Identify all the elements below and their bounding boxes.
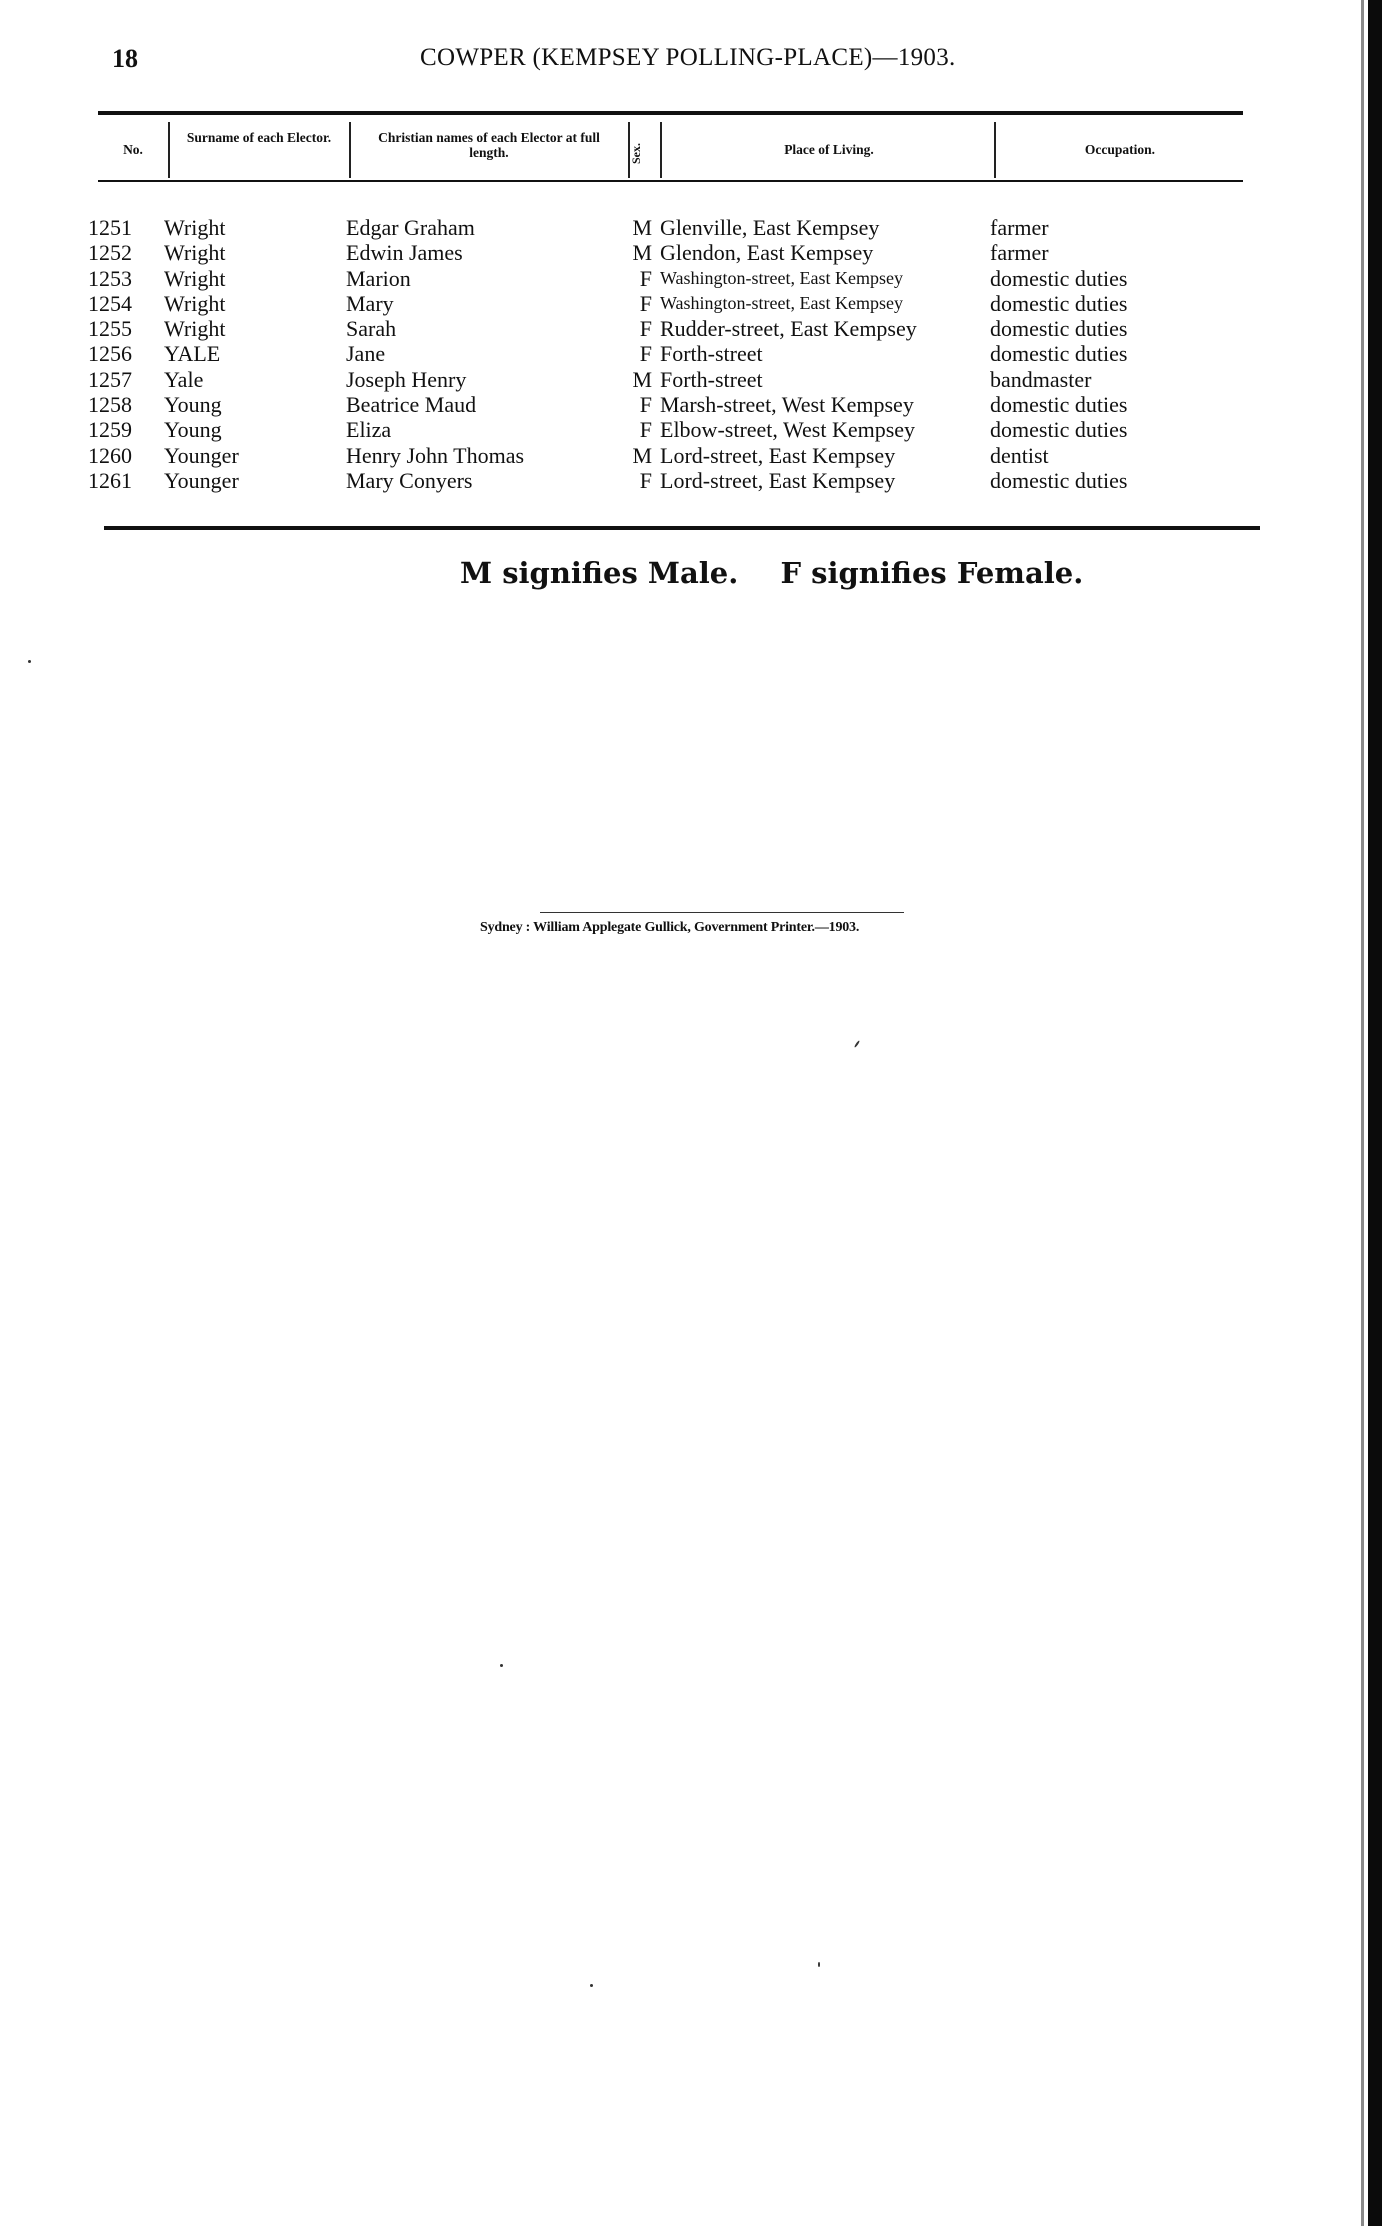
elector-sex: M xyxy=(632,366,652,392)
elector-christian-names: Jane xyxy=(346,341,386,367)
table-row xyxy=(0,316,1382,341)
scan-speck xyxy=(500,1664,503,1667)
elector-occupation: dentist xyxy=(990,442,1049,468)
legend-female: F signifies Female. xyxy=(780,556,1084,590)
elector-christian-names: Mary Conyers xyxy=(346,467,473,493)
elector-place: Lord-street, East Kempsey xyxy=(660,442,896,468)
col-header-no: No. xyxy=(123,142,143,157)
elector-place: Rudder-street, East Kempsey xyxy=(660,316,917,342)
elector-occupation: domestic duties xyxy=(990,417,1128,443)
table-row xyxy=(0,367,1382,392)
elector-number: 1261 xyxy=(88,467,132,493)
table-row xyxy=(0,417,1382,442)
elector-table xyxy=(0,215,1382,493)
elector-surname: YALE xyxy=(164,341,221,367)
table-row xyxy=(0,291,1382,316)
elector-surname: Wright xyxy=(164,215,226,240)
elector-place: Glenville, East Kempsey xyxy=(660,215,880,240)
elector-number: 1257 xyxy=(88,366,132,392)
column-divider xyxy=(660,122,662,178)
col-header-sex: Sex. xyxy=(629,143,643,164)
table-bottom-rule xyxy=(104,526,1260,530)
column-divider xyxy=(168,122,170,178)
scan-speck xyxy=(818,1962,820,1967)
page-title: COWPER (KEMPSEY POLLING-PLACE)—1903. xyxy=(420,44,956,71)
elector-number: 1259 xyxy=(88,417,132,443)
elector-occupation: domestic duties xyxy=(990,316,1128,342)
col-header-occupation: Occupation. xyxy=(1084,142,1156,157)
elector-surname: Younger xyxy=(164,467,239,493)
elector-place: Washington-street, East Kempsey xyxy=(660,267,903,288)
elector-christian-names: Henry John Thomas xyxy=(346,442,525,468)
elector-occupation: domestic duties xyxy=(990,467,1128,493)
elector-number: 1255 xyxy=(88,316,132,342)
elector-christian-names: Joseph Henry xyxy=(346,366,467,392)
elector-surname: Wright xyxy=(164,290,226,316)
table-row xyxy=(0,240,1382,265)
col-header-christian-names: Christian names of each Elector at full length. xyxy=(378,130,600,160)
column-divider xyxy=(994,122,996,178)
elector-christian-names: Mary xyxy=(346,290,394,316)
elector-sex: F xyxy=(639,265,652,291)
header-bottom-rule xyxy=(98,180,1243,182)
elector-christian-names: Marion xyxy=(346,265,411,291)
table-row xyxy=(0,443,1382,468)
elector-sex: M xyxy=(632,215,652,240)
elector-number: 1258 xyxy=(88,392,132,418)
elector-occupation: domestic duties xyxy=(990,265,1128,291)
elector-place: Forth-street xyxy=(660,366,763,392)
elector-christian-names: Edwin James xyxy=(346,240,463,266)
elector-surname: Young xyxy=(164,417,222,443)
elector-place: Washington-street, East Kempsey xyxy=(660,292,903,313)
elector-surname: Wright xyxy=(164,265,226,291)
elector-place: Elbow-street, West Kempsey xyxy=(660,417,916,443)
elector-sex: F xyxy=(639,341,652,367)
elector-surname: Yale xyxy=(164,366,204,392)
col-header-surname: Surname of each Elector. xyxy=(186,130,332,145)
elector-number: 1260 xyxy=(88,442,132,468)
elector-sex: F xyxy=(639,290,652,316)
elector-occupation: domestic duties xyxy=(990,341,1128,367)
scan-speck xyxy=(28,660,31,663)
printer-imprint: Sydney : William Applegate Gullick, Government Printer.—1903. xyxy=(480,920,860,935)
page-number: 18 xyxy=(112,44,138,73)
elector-occupation: farmer xyxy=(990,240,1049,266)
elector-place: Marsh-street, West Kempsey xyxy=(660,392,914,418)
elector-place: Glendon, East Kempsey xyxy=(660,240,874,266)
elector-surname: Wright xyxy=(164,316,226,342)
elector-place: Lord-street, East Kempsey xyxy=(660,467,896,493)
elector-sex: F xyxy=(639,417,652,443)
table-row xyxy=(0,468,1382,493)
elector-sex: M xyxy=(632,240,652,266)
elector-sex: F xyxy=(639,316,652,342)
elector-occupation: domestic duties xyxy=(990,392,1128,418)
elector-christian-names: Beatrice Maud xyxy=(346,392,477,418)
elector-number: 1254 xyxy=(88,290,132,316)
column-divider xyxy=(349,122,351,178)
elector-number: 1251 xyxy=(88,215,132,240)
elector-christian-names: Sarah xyxy=(346,316,397,342)
elector-christian-names: Edgar Graham xyxy=(346,215,475,240)
col-header-place: Place of Living. xyxy=(784,142,874,157)
elector-sex: F xyxy=(639,467,652,493)
elector-surname: Younger xyxy=(164,442,239,468)
table-top-rule xyxy=(98,111,1243,115)
table-row xyxy=(0,341,1382,366)
elector-number: 1252 xyxy=(88,240,132,266)
scan-speck xyxy=(590,1984,593,1987)
elector-occupation: bandmaster xyxy=(990,366,1092,392)
elector-christian-names: Eliza xyxy=(346,417,392,443)
scan-speck xyxy=(854,1040,860,1048)
elector-number: 1253 xyxy=(88,265,132,291)
table-row xyxy=(0,215,1382,240)
sex-legend xyxy=(460,556,1115,590)
elector-sex: M xyxy=(632,442,652,468)
elector-occupation: farmer xyxy=(990,215,1049,240)
elector-sex: F xyxy=(639,392,652,418)
imprint-rule xyxy=(540,912,904,913)
elector-place: Forth-street xyxy=(660,341,763,367)
elector-number: 1256 xyxy=(88,341,132,367)
legend-male: M signifies Male. xyxy=(460,556,739,590)
table-row xyxy=(0,392,1382,417)
elector-occupation: domestic duties xyxy=(990,290,1128,316)
elector-surname: Wright xyxy=(164,240,226,266)
elector-surname: Young xyxy=(164,392,222,418)
table-row xyxy=(0,266,1382,291)
